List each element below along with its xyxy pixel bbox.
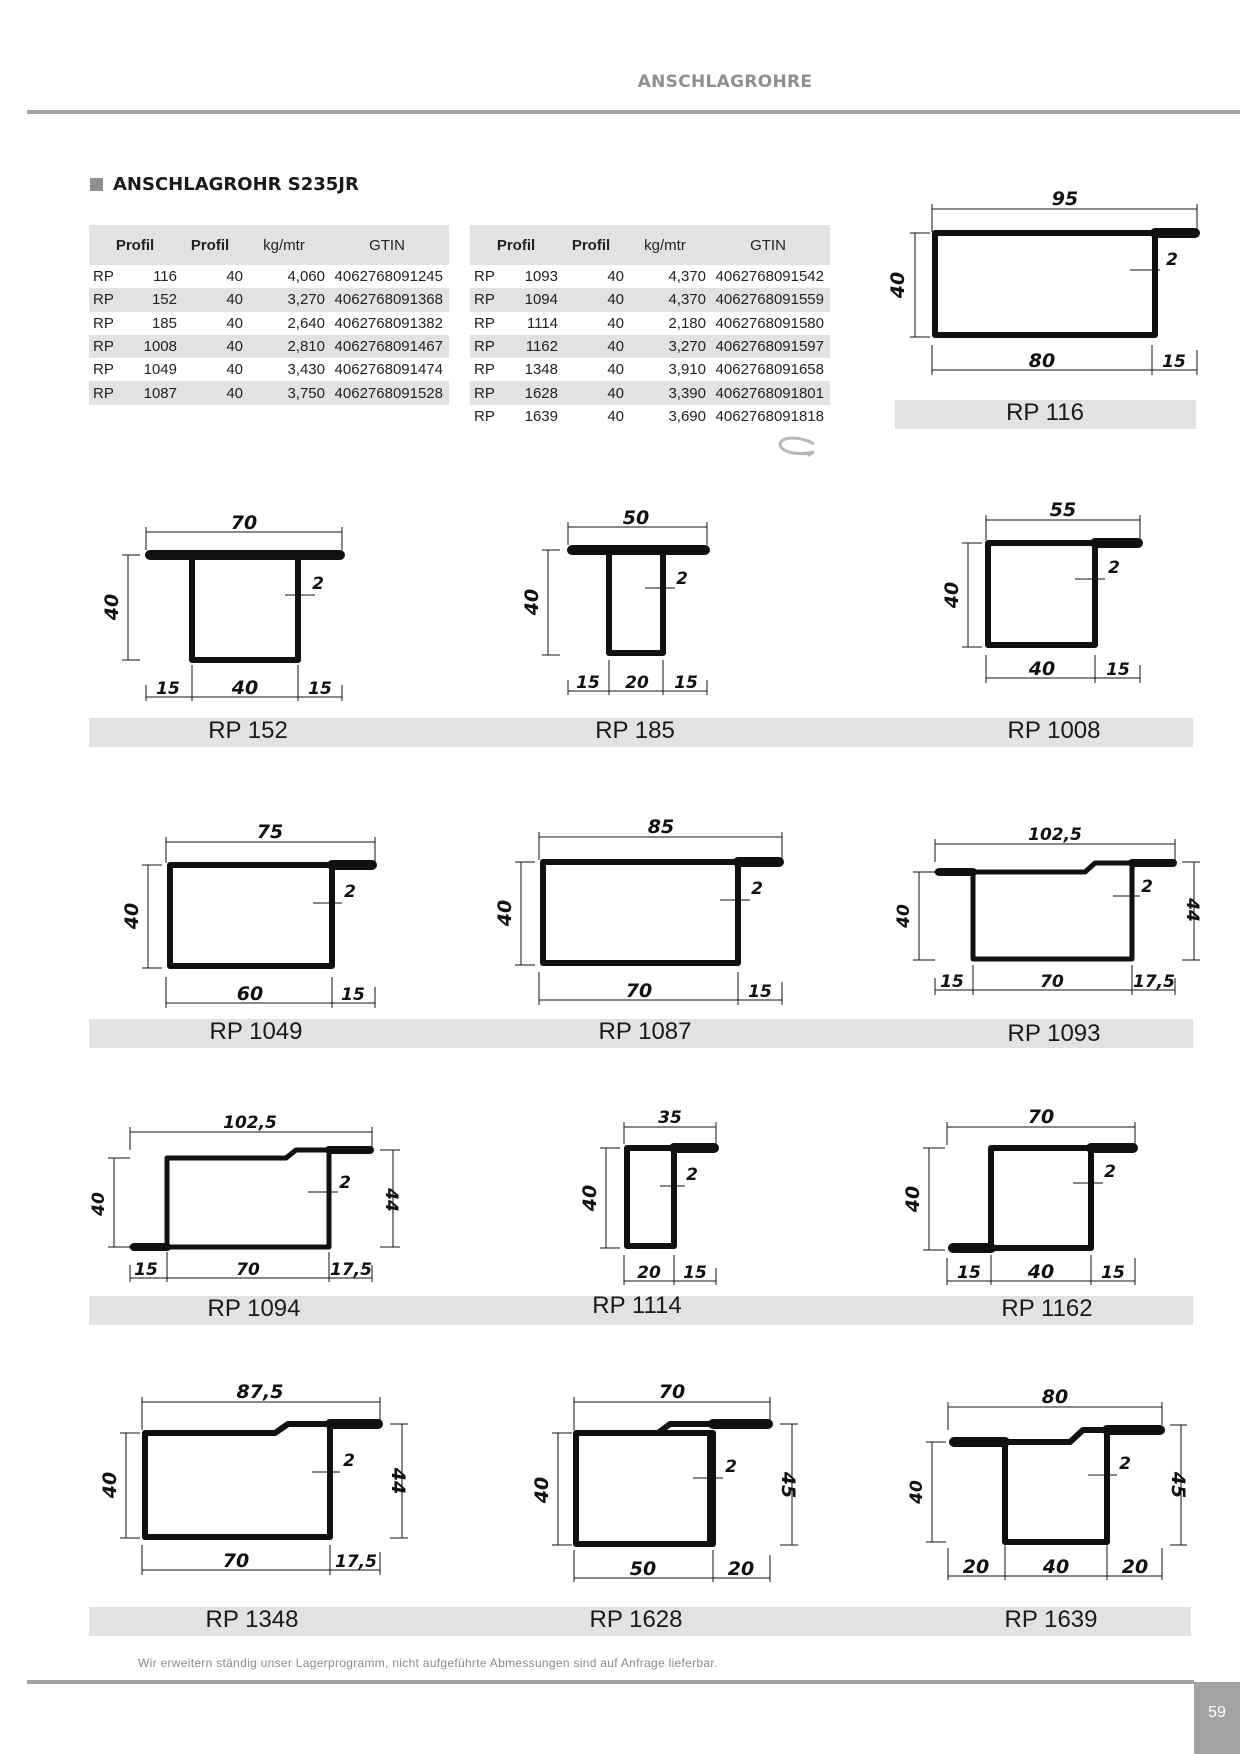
dimension-label: 44	[387, 1467, 409, 1495]
column-header: kg/mtr	[243, 225, 331, 265]
table-row	[89, 335, 449, 358]
table-cell: RP	[89, 288, 129, 311]
dimension-label: 102,5	[1028, 825, 1082, 845]
dimension-label: 50	[629, 1558, 657, 1580]
table-cell: RP	[93, 361, 114, 379]
table-cell: 4,370	[624, 288, 712, 311]
table-row	[89, 381, 449, 404]
header-divider	[27, 110, 1240, 114]
profile-label: RP 1094	[207, 1295, 301, 1322]
table-cell: 1162	[510, 335, 558, 358]
spec-table-left	[89, 225, 449, 405]
dimension-label: 2	[343, 1451, 355, 1471]
dimension-label: 70	[1027, 1106, 1055, 1128]
dimension-label: 15	[341, 985, 365, 1005]
table-cell: 3,270	[624, 335, 712, 358]
table-cell: RP	[89, 335, 129, 358]
dimension-label: 40	[1042, 1556, 1070, 1578]
table-cell: 1049	[143, 361, 177, 379]
table-cell: 3,910	[668, 361, 706, 379]
table-cell: 1639	[524, 407, 558, 425]
table-cell: RP	[474, 407, 495, 425]
profile-drawing-rp1049	[120, 815, 390, 1015]
table-cell: RP	[93, 268, 114, 286]
table-cell: 3,430	[287, 361, 325, 379]
dimension-label: 102,5	[223, 1113, 277, 1133]
column-header: GTIN	[331, 225, 449, 265]
dimension-label: 2	[725, 1457, 737, 1477]
dimension-label: 15	[940, 972, 964, 992]
section-heading	[90, 174, 359, 195]
table-cell: 40	[558, 335, 624, 358]
dimension-label: 87,5	[236, 1381, 284, 1403]
dimension-label: 15	[576, 673, 600, 693]
profile-drawing-rp1114	[580, 1100, 740, 1300]
page-number: 59	[1194, 1682, 1240, 1754]
table-row	[470, 335, 830, 358]
profile-label: RP 1087	[598, 1018, 692, 1045]
dimension-label: 70	[230, 512, 258, 534]
table-cell: 40	[558, 381, 624, 404]
profile-label: RP 185	[595, 717, 675, 744]
table-row	[89, 265, 449, 288]
table-cell: 4062768091528	[331, 381, 449, 404]
dimension-label: 40	[521, 588, 543, 616]
dimension-label: 40	[902, 1185, 924, 1213]
table-cell: 40	[607, 314, 624, 332]
profile-drawing-rp1094	[90, 1110, 410, 1300]
table-cell: 40	[177, 288, 243, 311]
table-cell: RP	[470, 381, 510, 404]
profile-label: RP 1628	[589, 1606, 683, 1633]
dimension-label: 20	[727, 1558, 755, 1580]
dimension-label: 40	[531, 1476, 553, 1504]
dimension-label: 70	[658, 1381, 686, 1403]
profile-label: RP 1114	[592, 1292, 682, 1319]
dimension-label: 20	[962, 1556, 990, 1578]
dimension-label: 40	[894, 904, 914, 928]
dimension-label: 80	[1028, 350, 1056, 372]
table-row	[470, 381, 830, 404]
profile-label: RP 1049	[209, 1018, 303, 1045]
square-bullet-icon	[90, 178, 103, 191]
dimension-label: 45	[777, 1471, 799, 1499]
dimension-label: 2	[1119, 1454, 1131, 1474]
profile-drawing-rp185	[520, 500, 720, 700]
dimension-label: 40	[99, 1471, 121, 1499]
dimension-label: 40	[1027, 1261, 1055, 1283]
table-cell: 4,060	[287, 268, 325, 286]
table-row	[470, 312, 830, 335]
table-cell: 4062768091597	[712, 335, 830, 358]
table-row	[89, 358, 449, 381]
table-cell: 1348	[524, 361, 558, 379]
profile-label: RP 152	[208, 717, 288, 744]
table-cell: 1087	[129, 381, 177, 404]
dimension-label: 60	[236, 983, 264, 1005]
table-cell: 4062768091467	[331, 335, 449, 358]
table-cell: 2,180	[668, 314, 706, 332]
table-cell: 1114	[526, 314, 558, 332]
page-header-title: ANSCHLAGROHRE	[637, 72, 813, 92]
profile-drawing-rp1008	[930, 495, 1150, 695]
spec-table-right	[470, 225, 830, 428]
dimension-label: 40	[887, 271, 909, 299]
table-cell: 40	[226, 361, 243, 379]
table-cell: 1093	[524, 268, 558, 286]
profile-drawing-rp1162	[902, 1100, 1175, 1300]
column-header: kg/mtr	[624, 225, 712, 265]
profile-drawing-rp1348	[100, 1380, 420, 1580]
table-cell: 152	[129, 288, 177, 311]
profile-label: RP 1639	[1004, 1606, 1098, 1633]
dimension-label: 15	[1106, 660, 1130, 680]
table-cell: 40	[226, 314, 243, 332]
profile-label: RP 1348	[205, 1606, 299, 1633]
dimension-label: 2	[1108, 558, 1120, 578]
column-header: Profil	[470, 225, 558, 265]
table-cell: 2,810	[243, 335, 331, 358]
dimension-label: 15	[156, 679, 180, 699]
table-cell: 4062768091559	[712, 288, 830, 311]
dimension-label: 40	[907, 1480, 927, 1504]
table-cell: RP	[470, 335, 510, 358]
table-cell: 185	[151, 314, 177, 332]
column-header: GTIN	[712, 225, 830, 265]
table-cell: 40	[177, 335, 243, 358]
dimension-label: 70	[1040, 972, 1064, 992]
dimension-label: 35	[658, 1108, 682, 1128]
dimension-label: 55	[1049, 499, 1077, 521]
table-cell: 2,640	[287, 314, 325, 332]
table-row	[470, 358, 830, 381]
table-cell: 3,690	[668, 407, 706, 425]
table-cell: 4,370	[668, 268, 706, 286]
dimension-label: 15	[1162, 352, 1186, 372]
table-cell: RP	[474, 314, 495, 332]
table-cell: RP	[470, 288, 510, 311]
table-cell: 4062768091382	[334, 314, 443, 332]
dimension-label: 20	[637, 1263, 661, 1283]
column-header: Profil	[177, 225, 243, 265]
table-header-row	[470, 225, 830, 265]
section-title: ANSCHLAGROHR S235JR	[113, 174, 359, 195]
table-cell: 116	[153, 268, 177, 286]
dimension-label: 15	[1101, 1263, 1125, 1283]
table-cell: 3,390	[624, 381, 712, 404]
dimension-label: 40	[579, 1184, 601, 1212]
dimension-label: 44	[1182, 898, 1202, 922]
table-row	[470, 265, 830, 288]
table-cell: 40	[607, 361, 624, 379]
column-header: Profil	[89, 225, 177, 265]
dimension-label: 15	[308, 679, 332, 699]
dimension-label: 17,5	[330, 1260, 372, 1280]
table-cell: 40	[607, 268, 624, 286]
dimension-label: 17,5	[335, 1552, 377, 1572]
dimension-label: 50	[622, 507, 650, 529]
table-cell: 3,270	[243, 288, 331, 311]
table-row	[89, 312, 449, 335]
dimension-label: 70	[222, 1550, 250, 1572]
dimension-label: 2	[1141, 877, 1153, 897]
profile-label: RP 1162	[1001, 1295, 1093, 1322]
table-cell: 1094	[510, 288, 558, 311]
dimension-label: 40	[121, 902, 143, 930]
table-cell: 40	[558, 288, 624, 311]
profile-label: RP 1093	[1007, 1020, 1101, 1047]
dimension-label: 20	[1121, 1556, 1149, 1578]
profile-drawing-rp152	[101, 505, 360, 705]
table-cell: 4062768091580	[715, 314, 824, 332]
table-row	[470, 405, 830, 428]
dimension-label: 2	[339, 1173, 351, 1193]
column-header: Profil	[558, 225, 624, 265]
dimension-label: 15	[957, 1263, 981, 1283]
dimension-label: 2	[751, 879, 763, 899]
table-cell: RP	[474, 268, 495, 286]
dimension-label: 15	[683, 1263, 707, 1283]
dimension-label: 75	[256, 821, 284, 843]
dimension-label: 15	[674, 673, 698, 693]
profile-label: RP 1008	[1007, 717, 1101, 744]
profile-label: RP 116	[1006, 399, 1084, 426]
table-cell: 4062768091542	[715, 268, 824, 286]
dimension-label: 2	[344, 882, 356, 902]
profile-drawing-rp1628	[530, 1380, 810, 1590]
table-cell: 1628	[510, 381, 558, 404]
footnote: Wir erweitern ständig unser Lagerprogramm, nicht aufgeführte Abmessungen sind auf Anfrage lieferbar.	[138, 1656, 718, 1670]
profile-drawing-rp1087	[495, 810, 795, 1010]
table-cell: 40	[177, 381, 243, 404]
table-cell: RP	[89, 381, 129, 404]
dimension-label: 2	[686, 1165, 698, 1185]
page-turn-arrow-icon	[778, 434, 816, 464]
table-cell: 40	[226, 268, 243, 286]
footer-divider	[27, 1680, 1194, 1684]
table-cell: 40	[607, 407, 624, 425]
dimension-label: 2	[676, 569, 688, 589]
table-cell: 4062768091474	[334, 361, 443, 379]
dimension-label: 40	[231, 677, 259, 699]
dimension-label: 40	[941, 581, 963, 609]
dimension-label: 15	[748, 982, 772, 1002]
table-cell: 4062768091368	[331, 288, 449, 311]
dimension-label: 80	[1041, 1386, 1069, 1408]
table-row	[470, 288, 830, 311]
dimension-label: 45	[1167, 1471, 1189, 1499]
dimension-label: 40	[1028, 658, 1056, 680]
profile-drawing-rp1639	[907, 1380, 1200, 1590]
table-cell: 4062768091658	[715, 361, 824, 379]
table-header-row	[89, 225, 449, 265]
dimension-label: 40	[101, 593, 123, 621]
table-cell: 4062768091818	[715, 407, 824, 425]
table-cell: 4062768091801	[712, 381, 830, 404]
table-cell: 1008	[129, 335, 177, 358]
dimension-label: 15	[134, 1260, 158, 1280]
dimension-label: 20	[625, 673, 649, 693]
table-cell: RP	[474, 361, 495, 379]
table-row	[89, 288, 449, 311]
dimension-label: 2	[1166, 250, 1178, 270]
dimension-label: 17,5	[1133, 972, 1175, 992]
dimension-label: 44	[381, 1188, 401, 1212]
dimension-label: 95	[1051, 188, 1079, 210]
profile-drawing-rp116	[887, 185, 1210, 390]
dimension-label: 40	[494, 899, 516, 927]
dimension-label: 2	[1104, 1162, 1116, 1182]
table-cell: RP	[93, 314, 114, 332]
profile-drawing-rp1093	[895, 820, 1215, 1010]
table-cell: 3,750	[243, 381, 331, 404]
table-cell: 4062768091245	[334, 268, 443, 286]
dimension-label: 70	[236, 1260, 260, 1280]
dimension-label: 40	[89, 1192, 109, 1216]
dimension-label: 2	[312, 574, 324, 594]
dimension-label: 70	[625, 980, 653, 1002]
dimension-label: 85	[647, 816, 675, 838]
